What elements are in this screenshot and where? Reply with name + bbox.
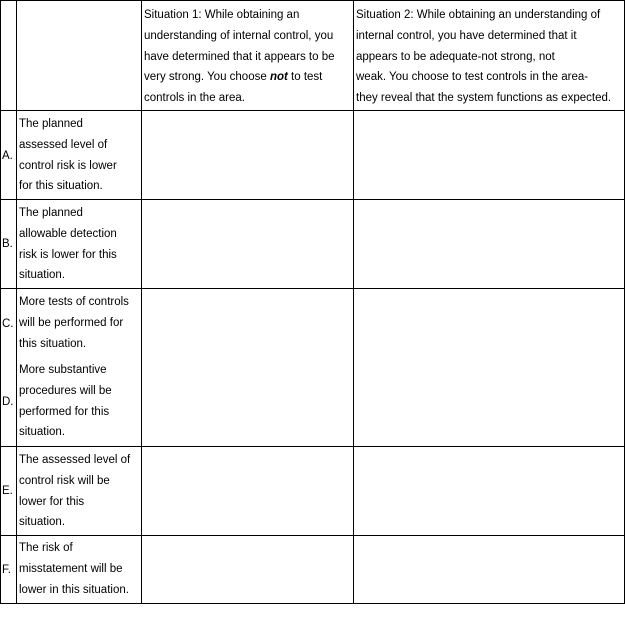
answer-cell-cd-situation-2[interactable] — [354, 289, 624, 446]
emphasis-not: not — [269, 71, 288, 84]
row-statement-f: The risk of misstatement will be lower in this situation. — [19, 542, 129, 596]
situation-1-header: Situation 1: While obtaining an understanding of internal control, you have determined that it appears to be very strong. You choose not to test controls in the area. — [144, 9, 335, 105]
row-statement-a: The planned assessed level of control risk is lower for this situation. — [19, 118, 117, 193]
answer-cell-b-situation-2[interactable] — [354, 200, 624, 288]
answer-cell-f-situation-1[interactable] — [142, 536, 353, 603]
answer-cell-b-situation-1[interactable] — [142, 200, 353, 288]
answer-cell-a-situation-1[interactable] — [142, 111, 353, 199]
answer-cell-e-situation-1[interactable] — [142, 447, 353, 535]
row-letter-d: D. — [2, 396, 14, 408]
row-letter-c: C. — [2, 318, 14, 330]
situation-2-header: Situation 2: While obtaining an understanding of internal control, you have determined that it appears to be adequate-not strong, not weak. You choose to test controls in the area- they reveal that the system functions as expected. — [356, 9, 612, 105]
row-statement-c: More tests of controls will be performed for this situation. — [19, 296, 129, 350]
table-border-top — [0, 0, 625, 1]
table-divider-letter — [16, 0, 17, 604]
row-statement-b: The planned allowable detection risk is lower for this situation. — [19, 207, 117, 282]
answer-cell-f-situation-2[interactable] — [354, 536, 624, 603]
table-border-bottom — [0, 603, 625, 604]
row-letter-f: F. — [2, 564, 11, 576]
row-letter-a: A. — [2, 150, 13, 162]
row-statement-e: The assessed level of control risk will be lower for this situation. — [19, 454, 131, 529]
answer-cell-a-situation-2[interactable] — [354, 111, 624, 199]
row-letter-e: E. — [2, 485, 13, 497]
row-statement-d: More substantive procedures will be performed for this situation. — [19, 364, 112, 439]
answer-cell-e-situation-2[interactable] — [354, 447, 624, 535]
row-letter-b: B. — [2, 238, 13, 250]
answer-cell-cd-situation-1[interactable] — [142, 289, 353, 446]
table-border-left — [0, 0, 1, 604]
